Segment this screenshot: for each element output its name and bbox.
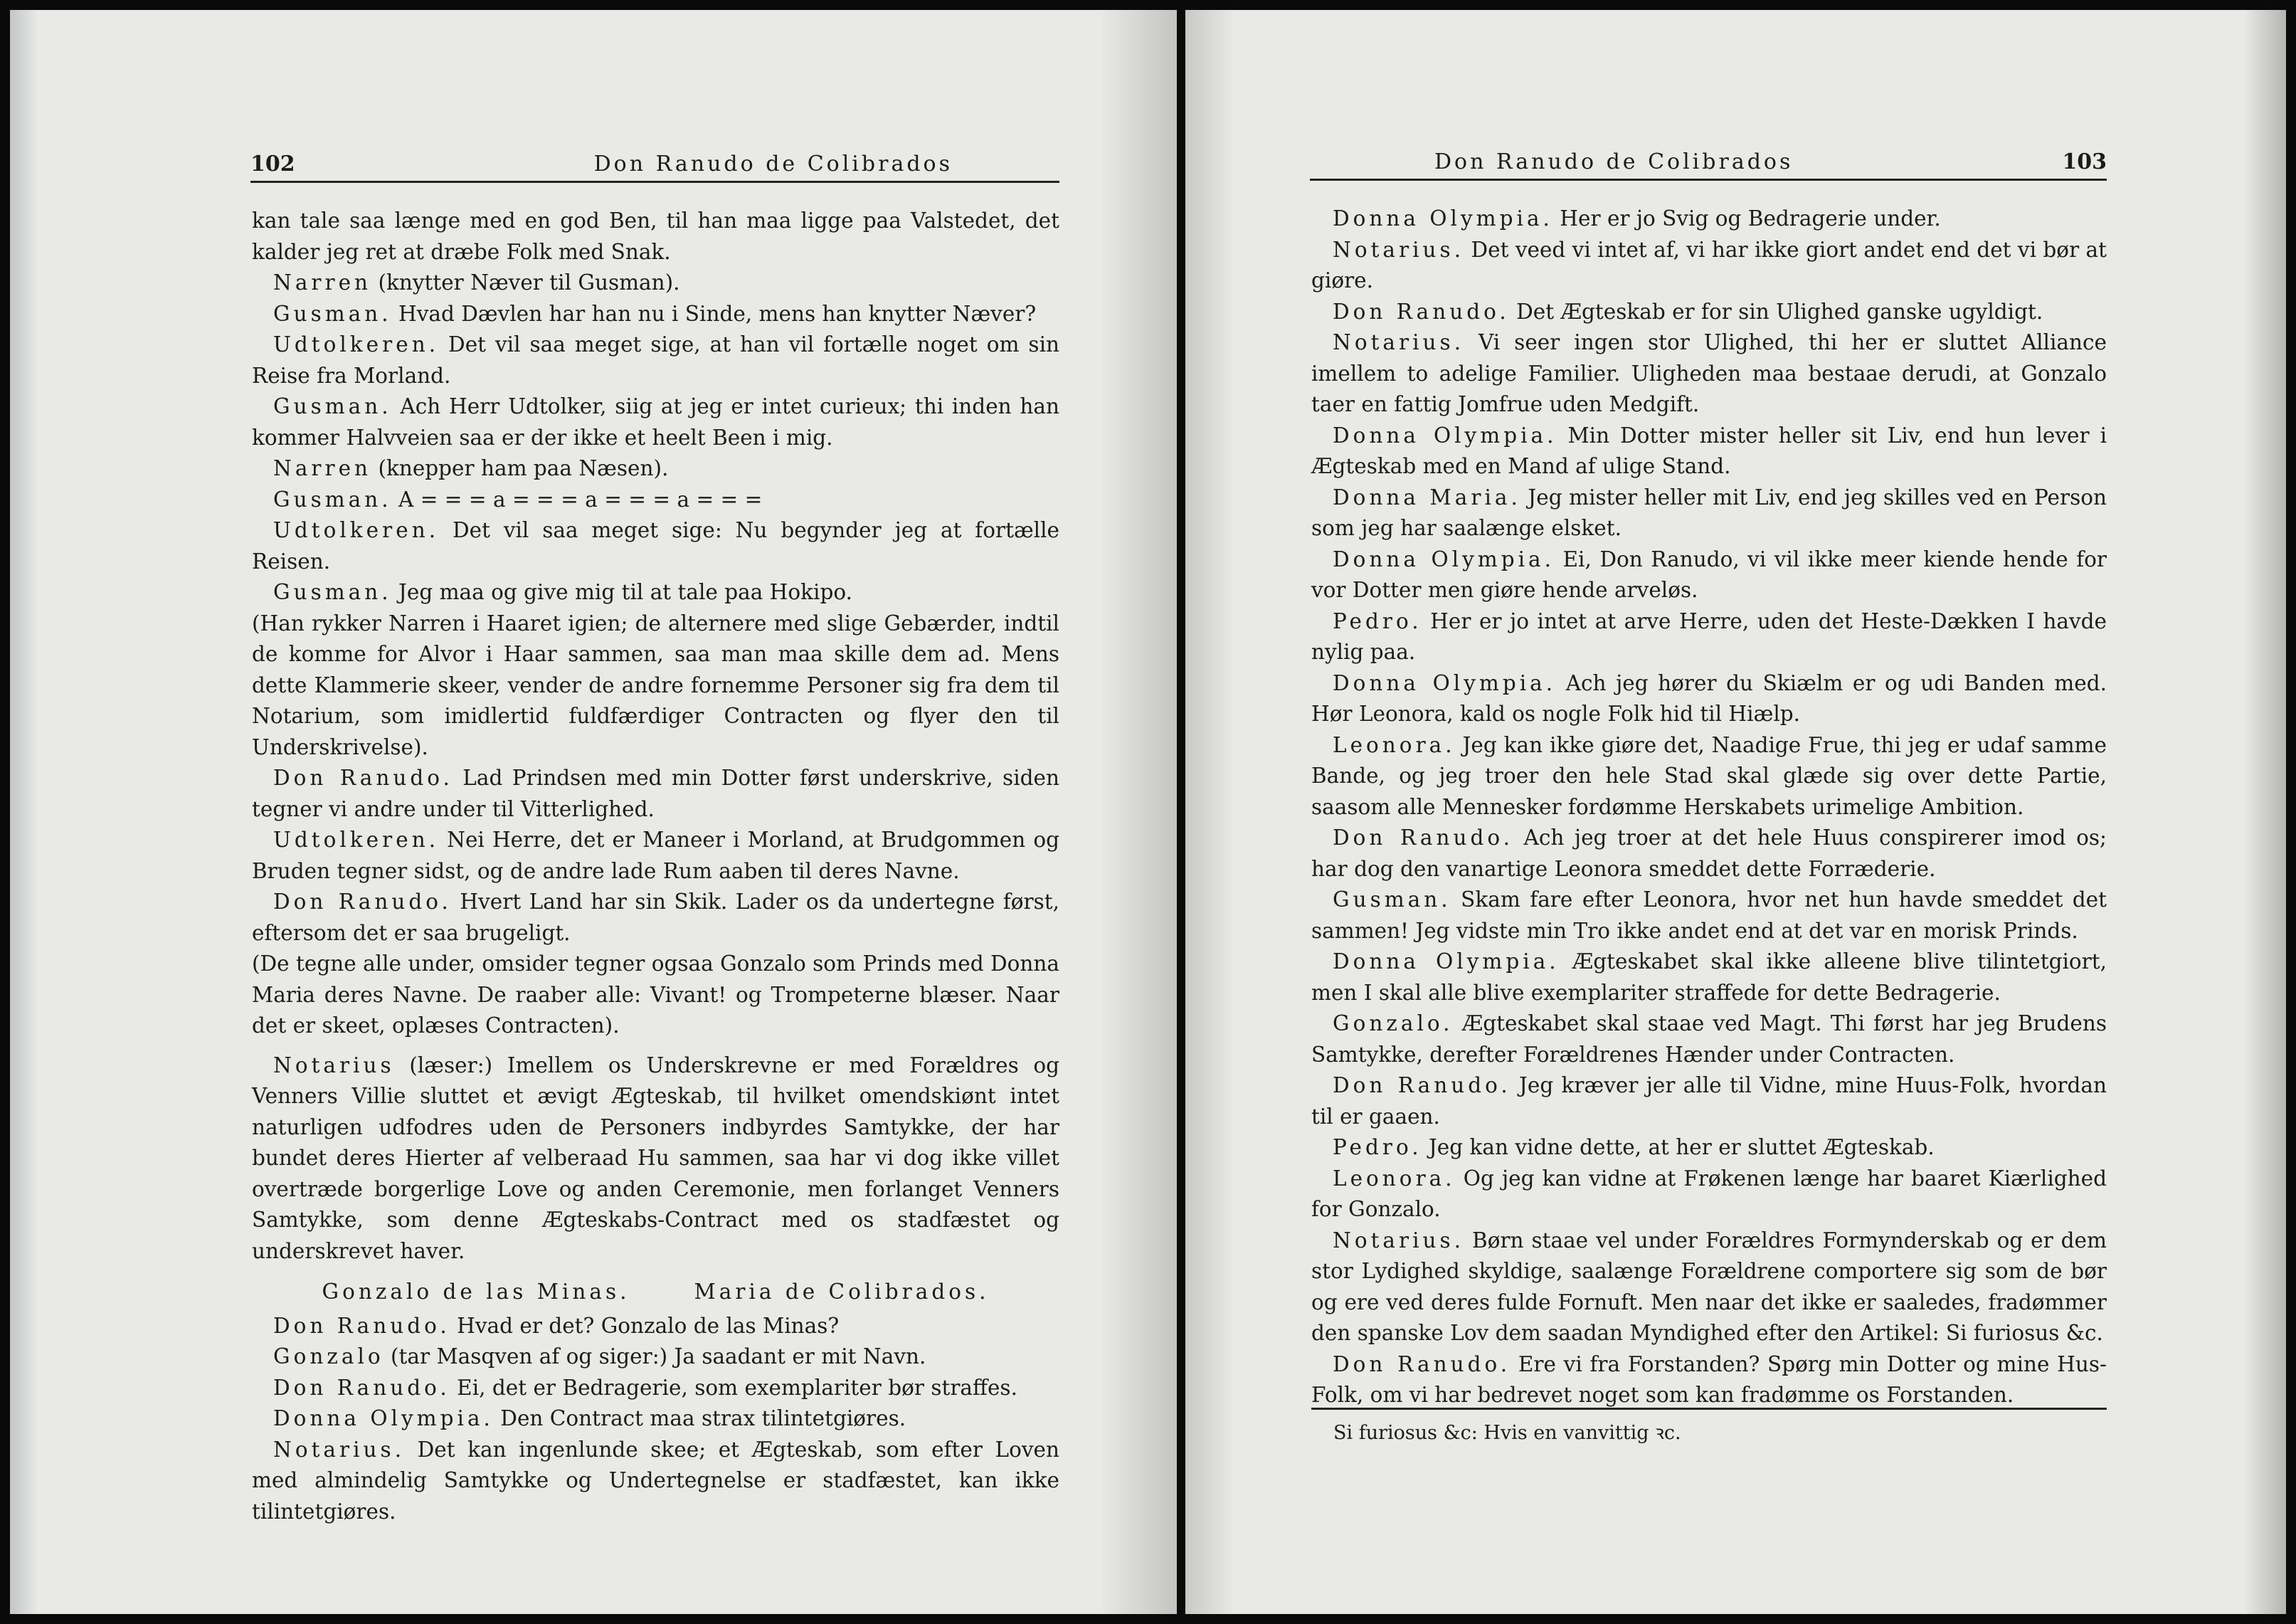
speaker-name: Pedro. [1333,608,1422,633]
line-text: Ei, det er Bedragerie, som exemplariter bør straffes. [450,1375,1017,1400]
speaker-name: Notarius. [1333,237,1465,262]
line-text: Jeg kan vidne dette, at her er sluttet Ægteskab. [1422,1135,1935,1159]
speaker-name: Don Ranudo. [273,1313,450,1338]
speaker-name: Donna Olympia. [1333,670,1557,695]
dialogue-line [252,577,1059,608]
line-text: Hvad Dævlen har han nu i Sinde, mens han knytter Næver? [391,301,1037,326]
line-text: A = = = a = = = a = = = a = = = [391,487,763,512]
speaker-name: Leonora. [1333,1166,1456,1191]
dialogue-line [1311,544,2107,606]
line-text: Ægteskabet skal staae ved Magt. Thi først har jeg Brudens Samtykke, derefter Forældrenes Hænder under Contracten. [1311,1011,2107,1067]
line-text: Jeg kræver jer alle til Vidne, mine Huus-Folk, hvordan til er gaaen. [1311,1073,2107,1129]
line-text: (tar Masqven af og siger:) Ja saadant er mit Navn. [383,1344,926,1369]
line-text: (knytter Næver til Gusman). [371,270,680,295]
speaker-name: Donna Olympia. [1333,949,1560,974]
dialogue-line [252,763,1059,825]
right-running-header [1310,140,2107,174]
dialogue-line [1311,947,2107,1008]
line-text: Ei, Don Ranudo, vi vil ikke meer kiende hende for vor Dotter men giøre hende arveløs. [1311,547,2107,602]
line-text: Jeg mister heller mit Liv, end jeg skilles ved en Person som jeg har saalænge elsket. [1311,485,2107,540]
dialogue-line [1311,1164,2107,1225]
dialogue-line [1311,606,2107,668]
dialogue-line [252,1435,1059,1528]
dialogue-line [252,453,1059,485]
dialogue-line [252,1403,1059,1435]
line-text: Jeg maa og give mig til at tale paa Hokipo. [391,580,852,604]
page-number: 102 [250,152,295,176]
speaker-name: Donna Olympia. [1333,206,1553,231]
dialogue-line [252,268,1059,299]
dialogue-line [1311,668,2107,730]
dialogue-line [252,1373,1059,1404]
line-text: (læser:) Imellem os Underskrevne er med Forældres og Venners Villie sluttet et ævigt Ægteskab, til hvilket omendskiønt intet naturligen udfodres uden de Personers indbyrdes Samtykke, der har bundet deres Hierter af velberaad Hu sammen, saa har vi dog ikke villet overtræde borgerlige Love og anden Ceremonie, men forlanget Venners Samtykke, som denne Ægteskabs-Contract med os stadfæstet og underskrevet haver. [252,1053,1059,1263]
speaker-name: Don Ranudo. [1333,1351,1511,1376]
line-text: Ach jeg troer at det hele Huus conspirerer imod os; har dog den vanartige Leonora smeddet dette Forræderie. [1311,826,2107,881]
speaker-name: Don Ranudo. [273,1375,450,1400]
signature-line [252,1277,1059,1308]
dialogue-line [1311,1225,2107,1349]
speaker-name: Notarius [273,1053,395,1077]
dialogue-line [252,515,1059,577]
dialogue-line [1311,885,2107,947]
line-text: Det Ægteskab er for sin Ulighed ganske ugyldigt. [1509,299,2043,324]
header-rule [1310,179,2107,181]
speaker-name: Don Ranudo. [273,766,453,790]
speaker-name: Leonora. [1333,732,1456,757]
line-text: Hvad er det? Gonzalo de las Minas? [450,1313,840,1338]
line-text: (Han rykker Narren i Haaret igien; de alternere med slige Gebærder, indtil de komme for Alvor i Haar sammen, saa man maa skille dem ad. Mens dette Klammerie skeer, vender de andre fornemme Personer sig fra dem til Notarium, som imidlertid fuldfærdiger Contracten og flyer den til Underskrivelse). [252,611,1059,759]
speaker-name: Gusman. [273,394,392,418]
line-text: Hvert Land har sin Skik. Lader os da undertegne først, eftersom det er saa brugeligt. [252,890,1059,945]
stage-direction [252,608,1059,764]
speaker-name: Gusman. [273,301,392,326]
dialogue-line [1311,730,2107,823]
line-text: Her er jo intet at arve Herre, uden det Heste-Dækken I havde nylig paa. [1311,608,2107,664]
footnote-rule [1311,1408,2107,1410]
line-text: Ach Herr Udtolker, siig at jeg er intet curieux; thi inden han kommer Halvveien saa er der ikke et heelt Been i mig. [252,394,1059,450]
dialogue-line [252,299,1059,330]
line-text: Det vil saa meget sige, at han vil fortælle noget om sin Reise fra Morland. [252,332,1059,388]
footnote: Si furiosus &c: Hvis en vanvittig ꝛc. [1333,1422,1681,1444]
line-text: Og jeg kan vidne at Frøkenen længe har baaret Kiærlighed for Gonzalo. [1311,1166,2107,1221]
speaker-name: Notarius. [1333,330,1465,354]
dialogue-line [252,485,1059,516]
speaker-name: Don Ranudo. [1333,1073,1511,1097]
signature: Gonzalo de las Minas. [322,1280,630,1304]
speaker-name: Donna Olympia. [273,1406,494,1430]
speaker-name: Udtolkeren. [273,518,440,542]
speaker-name: Udtolkeren. [273,332,440,357]
dialogue-line [252,1341,1059,1373]
line-text: Jeg kan ikke giøre det, Naadige Frue, thi jeg er udaf samme Bande, og jeg troer den hele Stad skal glæde sig over dette Partie, saasom alle Mennesker fordømme Herskabets urimelige Ambition. [1311,732,2107,819]
line-text: kan tale saa længe med en god Ben, til han maa ligge paa Valstedet, det kalder jeg ret at dræbe Folk med Snak. [252,209,1059,264]
gutter-shadow [1099,10,1177,1614]
speaker-name: Notarius. [1333,1228,1465,1253]
line-text: Min Dotter mister heller sit Liv, end hun lever i Ægteskab med en Mand af ulige Stand. [1311,423,2107,478]
speaker-name: Don Ranudo. [273,890,452,914]
left-running-header [250,142,1059,176]
dialogue-line [252,887,1059,949]
speaker-name: Gonzalo. [1333,1011,1454,1035]
dialogue-line [252,1050,1059,1267]
dialogue-line [1311,1008,2107,1070]
speaker-name: Gusman. [273,487,392,512]
line-text: Ægteskabet skal ikke alleene blive tilintetgiort, men I skal alle blive exemplariter straffede for dette Bedragerie. [1311,949,2107,1005]
dialogue-line [252,329,1059,391]
page-edge-shadow [2243,10,2286,1614]
dialogue-line [1311,327,2107,421]
stage-direction [252,949,1059,1042]
dialogue-line [252,1311,1059,1342]
line-text: Det veed vi intet af, vi har ikke giort andet end det vi bør at giøre. [1311,237,2107,292]
left-page [10,10,1177,1614]
line-text: Her er jo Svig og Bedragerie under. [1552,206,1941,231]
gutter-shadow [1185,10,1235,1614]
dialogue-line [1311,297,2107,328]
dialogue-line [1311,1132,2107,1164]
right-page-text [1311,204,2107,1411]
speaker-name: Narren [273,456,372,480]
line-text: (knepper ham paa Næsen). [371,456,669,480]
line-text: Skam fare efter Leonora, hvor net hun havde smeddet det sammen! Jeg vidste min Tro ikke andet end at det var en morisk Prinds. [1311,887,2107,943]
line-text: (De tegne alle under, omsider tegner ogsaa Gonzalo som Prinds med Donna Maria deres Navne. De raaber alle: Vivant! og Trompeterne blæser. Naar det er skeet, oplæses Contracten). [252,951,1059,1038]
dialogue-line [1311,1349,2107,1411]
speaker-name: Don Ranudo. [1333,826,1513,850]
line-text: Lad Prindsen med min Dotter først underskrive, siden tegner vi andre under til Vitterlighed. [252,766,1059,821]
speaker-name: Gusman. [1333,887,1451,912]
page-edge-shadow [10,10,38,1614]
line-text: Nei Herre, det er Maneer i Morland, at Brudgommen og Bruden tegner sidst, og de andre lade Rum aaben til deres Navne. [252,828,1059,883]
dialogue-line [1311,823,2107,885]
signature: Maria de Colibrados. [694,1280,990,1304]
dialogue-line [1311,204,2107,235]
right-page [1185,10,2286,1614]
dialogue-line [252,825,1059,887]
dialogue-line [1311,483,2107,544]
dialogue-line [1311,235,2107,297]
left-page-text [252,206,1059,1527]
page-number: 103 [2062,149,2107,174]
speaker-name: Udtolkeren. [273,828,440,852]
dialogue-line [1311,1070,2107,1132]
dialogue-line [1311,421,2107,483]
speaker-name: Pedro. [1333,1135,1422,1159]
speaker-name: Donna Maria. [1333,485,1521,510]
header-rule [250,181,1059,183]
line-text: Ach jeg hører du Skiælm er og udi Banden med. Hør Leonora, kald os nogle Folk hid til Hiælp. [1311,670,2107,726]
stage-direction [252,206,1059,268]
running-head: Don Ranudo de Colibrados [593,152,953,176]
line-text: Det kan ingenlunde skee; et Ægteskab, som efter Loven med almindelig Samtykke og Undertegnelse er stadfæstet, kan ikke tilintetgiøres. [252,1437,1059,1524]
speaker-name: Donna Olympia. [1333,423,1557,448]
speaker-name: Donna Olympia. [1333,547,1555,571]
running-head: Don Ranudo de Colibrados [1434,149,1794,174]
speaker-name: Notarius. [273,1437,406,1462]
line-text: Børn staae vel under Forældres Formynderskab og er dem stor Lydighed skyldige, saalænge Forældrene comportere sig som de bør og ere ved deres fulde Fornuft. Men naar det ikke er saaledes, fradømmer den spanske Lov dem saadan Myndighed efter den Artikel: Si furiosus &c. [1311,1228,2107,1345]
speaker-name: Gonzalo [273,1344,384,1369]
speaker-name: Narren [273,270,372,295]
speaker-name: Gusman. [273,580,392,604]
line-text: Vi seer ingen stor Ulighed, thi her er sluttet Alliance imellem to adelige Familier. Uligheden maa bestaae derudi, at Gonzalo taer en fattig Jomfrue uden Medgift. [1311,330,2107,416]
line-text: Ere vi fra Forstanden? Spørg min Dotter og mine Hus-Folk, om vi har bedrevet noget som kan fradømme os Forstanden. [1311,1351,2107,1407]
line-text: Det vil saa meget sige: Nu begynder jeg at fortælle Reisen. [252,518,1059,574]
line-text: Den Contract maa strax tilintetgiøres. [493,1406,906,1430]
speaker-name: Don Ranudo. [1333,299,1510,324]
dialogue-line [252,391,1059,453]
